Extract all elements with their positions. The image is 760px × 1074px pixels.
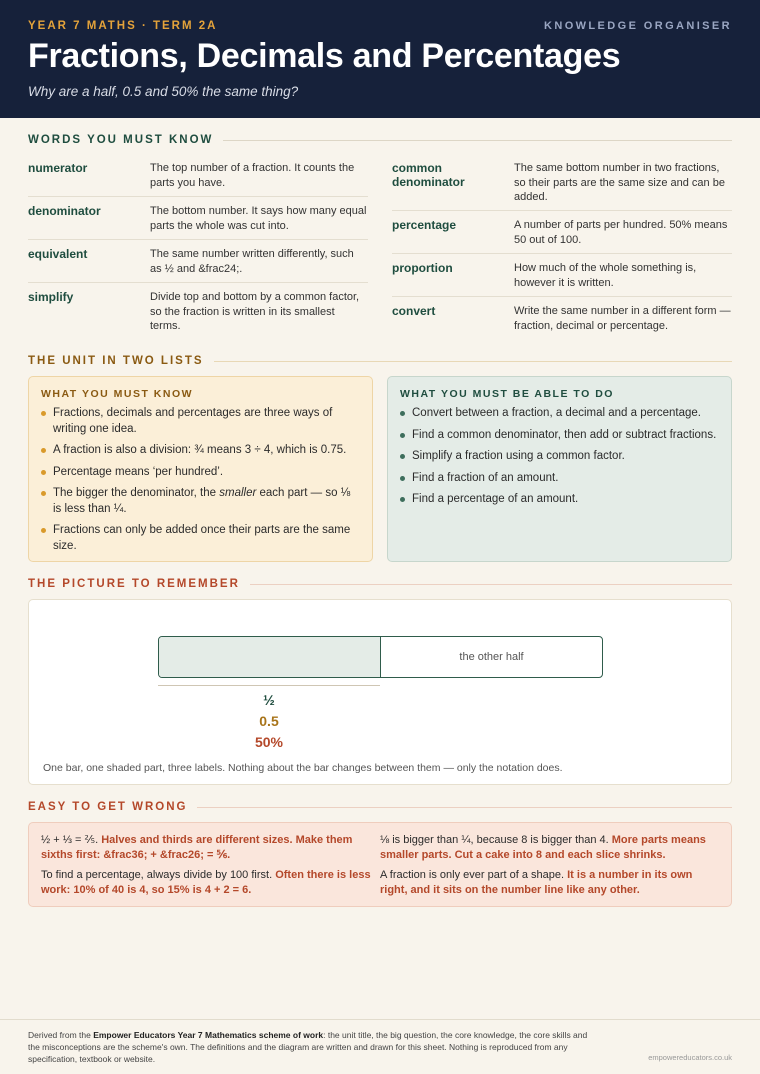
bullet-icon <box>400 454 405 459</box>
list-item-text: A fraction is also a division: ¾ means 3 ÷ 4, which is 0.75. <box>53 444 347 456</box>
source-note <box>28 1029 588 1065</box>
source-note-rest: : the unit title, the big question, the core knowledge, the core skills and the misconceptions are the scheme's own. The definitions and the diagram are written and drawn for this sheet. Nothing is reproduced from any specification, textbook or website. <box>28 1030 588 1064</box>
vocab-row <box>392 254 732 297</box>
vocab-row <box>28 154 368 197</box>
vocab-row <box>392 154 732 211</box>
vocab-term: numerator <box>28 161 88 175</box>
list-item-text-start: The bigger the denominator, the <box>53 487 220 499</box>
vocab-row <box>28 283 368 340</box>
list-item-text: Fractions, decimals and percentages are three ways of writing one idea. <box>53 407 333 435</box>
source-name: Empower Educators Year 7 Mathematics scheme of work <box>93 1030 324 1040</box>
label-divider <box>158 685 380 686</box>
list-item <box>41 486 360 517</box>
unit-kicker: YEAR 7 MATHS · TERM 2A <box>28 20 218 32</box>
list-item-text: Find a fraction of an amount. <box>412 471 559 484</box>
misconception-text: ⅛ is bigger than ¼, because 8 is bigger than 4. <box>380 834 612 846</box>
vocab-row <box>28 240 368 283</box>
heading-rule <box>214 361 732 362</box>
vocab-term: simplify <box>28 290 74 304</box>
vocab-row <box>28 197 368 240</box>
page-footer <box>0 1019 760 1065</box>
shaded-half <box>159 637 381 677</box>
misconception-text: To find a percentage, always divide by 100 first. <box>41 869 276 881</box>
list-item-text: Percentage means ‘per hundred’. <box>53 465 224 478</box>
site-url: empowereducators.co.uk <box>648 1053 732 1062</box>
picture-heading-label: THE PICTURE TO REMEMBER <box>28 578 240 590</box>
lists-heading-label: THE UNIT IN TWO LISTS <box>28 355 204 367</box>
big-question: Why are a half, 0.5 and 50% the same thing? <box>28 84 299 100</box>
vocab-definition: The top number of a fraction. It counts the parts you have. <box>150 162 355 189</box>
fraction-label: ½ <box>263 692 275 708</box>
source-note-prefix: Derived from the <box>28 1030 94 1040</box>
misconception-text: ½ + ⅓ = ⅖. <box>41 834 102 846</box>
list-item <box>41 443 360 459</box>
vocab-heading-label: WORDS YOU MUST KNOW <box>28 134 214 146</box>
misconceptions-column-right <box>380 833 719 896</box>
misconception-fix: Halves and thirds are different sizes. Make them sixths first: &frac36; + &frac26; = ⅚. <box>41 834 353 861</box>
vocab-definition: The same number written differently, such as ½ and &frac24;. <box>150 248 354 275</box>
list-item <box>41 523 360 554</box>
vocab-definition: Write the same number in a different form — fraction, decimal or percentage. <box>514 305 731 332</box>
list-item-text-end: each part — so ⅛ is less than ¼. <box>53 487 351 515</box>
vocab-column-right <box>392 154 732 340</box>
list-item <box>400 428 719 444</box>
unshaded-half <box>381 637 602 677</box>
fraction-bar <box>158 636 603 678</box>
bullet-icon <box>41 448 46 453</box>
percent-label: 50% <box>254 734 284 750</box>
lists-heading <box>28 355 732 367</box>
misconception-item <box>380 833 719 863</box>
vocab-definition: Divide top and bottom by a common factor, so the fraction is written in its smallest terms. <box>150 291 360 332</box>
misconception-item <box>380 868 719 898</box>
vocab-term: equivalent <box>28 247 88 261</box>
list-item <box>400 492 719 508</box>
list-item <box>41 465 360 481</box>
list-item <box>400 449 719 465</box>
vocab-term: convert <box>392 304 436 318</box>
vocab-term: proportion <box>392 261 453 275</box>
vocab-row <box>392 297 732 340</box>
list-item-text: Simplify a fraction using a common factor. <box>412 450 625 462</box>
list-item-text: Convert between a fraction, a decimal and a percentage. <box>412 407 701 419</box>
heading-rule <box>223 140 732 141</box>
other-half-label: the other half <box>459 651 524 663</box>
vocab-definition: The same bottom number in two fractions, so their parts are the same size and can be added. <box>514 162 725 203</box>
vocab-definition: A number of parts per hundred. 50% means 50 out of 100. <box>514 219 728 246</box>
bullet-icon <box>400 411 405 416</box>
must-know-list <box>41 406 360 554</box>
half-bar-diagram <box>28 599 732 785</box>
bullet-icon <box>41 411 46 416</box>
misconception-item <box>41 833 380 863</box>
vocab-term: denominator <box>28 204 101 218</box>
diagram-caption: One bar, one shaded part, three labels. Nothing about the bar changes between them — only the notation does. <box>43 762 563 774</box>
list-item <box>400 406 719 422</box>
misconception-fix: Often there is less work: 10% of 40 is 4, so 15% is 4 + 2 = 6. <box>41 869 371 896</box>
bullet-icon <box>400 497 405 502</box>
bullet-icon <box>400 476 405 481</box>
vocab-grid <box>28 154 732 340</box>
list-item-text: Fractions can only be added once their parts are the same size. <box>53 524 351 552</box>
list-item <box>400 471 719 487</box>
list-item-emphasis: smaller <box>219 487 257 499</box>
page-title: Fractions, Decimals and Percentages <box>28 37 621 75</box>
vocab-definition: The bottom number. It says how many equal parts the whole was cut into. <box>150 205 367 232</box>
heading-rule <box>197 807 732 808</box>
misconception-fix: It is a number in its own right, and it sits on the number line like any other. <box>380 869 693 896</box>
page-header <box>0 0 760 118</box>
heading-rule <box>250 584 732 585</box>
decimal-label: 0.5 <box>259 713 279 729</box>
able-to-do-title: WHAT YOU MUST BE ABLE TO DO <box>400 388 614 400</box>
misconception-text: A fraction is only ever part of a shape. <box>380 869 568 881</box>
must-know-title: WHAT YOU MUST KNOW <box>41 388 194 400</box>
bullet-icon <box>400 433 405 438</box>
misconception-item <box>41 868 380 898</box>
vocab-column-left <box>28 154 368 340</box>
picture-heading <box>28 578 732 590</box>
misconceptions-column-left <box>41 833 380 896</box>
misconceptions-box <box>28 822 732 907</box>
misconception-fix: More parts means smaller parts. Cut a cake into 8 and each slice shrinks. <box>380 834 706 861</box>
vocab-term: common denominator <box>392 161 465 189</box>
bullet-icon <box>41 470 46 475</box>
mistakes-heading <box>28 801 732 813</box>
able-to-do-list <box>400 406 719 508</box>
vocab-term: percentage <box>392 218 457 232</box>
document-tag: KNOWLEDGE ORGANISER <box>544 20 732 32</box>
vocab-definition: How much of the whole something is, however it is written. <box>514 262 697 289</box>
list-item <box>41 406 360 437</box>
list-item-text: Find a common denominator, then add or subtract fractions. <box>412 428 717 441</box>
vocab-heading <box>28 134 732 146</box>
must-know-panel <box>28 376 373 562</box>
list-item-text: Find a percentage of an amount. <box>412 493 579 505</box>
mistakes-heading-label: EASY TO GET WRONG <box>28 801 188 813</box>
bullet-icon <box>41 491 46 496</box>
able-to-do-panel <box>387 376 732 562</box>
bullet-icon <box>41 528 46 533</box>
vocab-row <box>392 211 732 254</box>
